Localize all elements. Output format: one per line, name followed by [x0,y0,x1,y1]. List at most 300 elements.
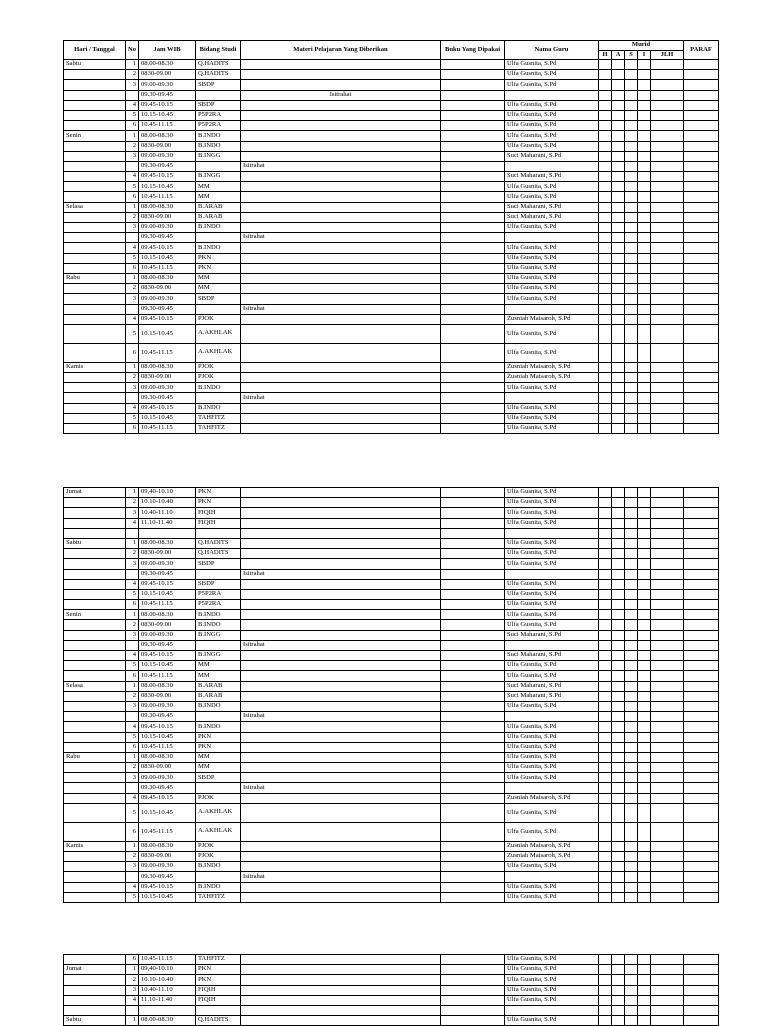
table-row [64,212,719,222]
day-cell [64,373,126,383]
subject-cell: Q.HADITS [196,1016,241,1026]
material-cell [241,151,441,161]
attendance-a-cell [612,508,625,518]
attendance-a-cell [612,100,625,110]
table-row [64,701,719,711]
material-cell [241,691,441,701]
time-cell: 10.45-11.15 [139,192,196,202]
attendance-h-cell [599,651,612,661]
attendance-i-cell [638,508,651,518]
time-cell: 0830-09.00 [139,141,196,151]
attendance-i-cell [638,862,651,872]
book-cell [441,70,505,80]
attendance-a-cell [612,403,625,413]
attendance-s-cell [625,872,638,882]
book-cell [441,253,505,263]
number-cell [126,393,139,403]
book-cell [441,263,505,273]
subject-cell: FIQIH [196,995,241,1005]
book-cell [441,131,505,141]
attendance-jlh-cell [651,373,684,383]
attendance-i-cell [638,763,651,773]
number-cell: 1 [126,538,139,548]
attendance-s-cell [625,1016,638,1026]
material-cell [241,314,441,324]
book-cell [441,324,505,343]
time-cell: 11.10-11.40 [139,995,196,1005]
attendance-h-cell [599,131,612,141]
number-cell: 5 [126,253,139,263]
time-cell: 0830-09.00 [139,373,196,383]
attendance-i-cell [638,538,651,548]
time-cell: 10.15-10.45 [139,803,196,822]
teacher-cell: Ulfa Gusnita, S.Pd [505,273,599,283]
paraf-cell [684,424,719,434]
attendance-i-cell [638,294,651,304]
number-cell: 4 [126,722,139,732]
attendance-jlh-cell [651,223,684,233]
day-cell [64,559,126,569]
attendance-jlh-cell [651,212,684,222]
material-cell [241,243,441,253]
table-row [64,600,719,610]
time-cell: 09.45-10.15 [139,403,196,413]
time-cell: 10.45-11.15 [139,822,196,841]
header-murid-h: H [599,51,612,60]
attendance-jlh-cell [651,803,684,822]
attendance-h-cell [599,80,612,90]
attendance-jlh-cell [651,793,684,803]
day-cell [64,793,126,803]
attendance-h-cell [599,141,612,151]
number-cell: 6 [126,822,139,841]
empty-cell [441,1005,505,1015]
time-cell: 10.45-11.15 [139,424,196,434]
attendance-i-cell [638,192,651,202]
attendance-h-cell [599,763,612,773]
teacher-cell: Ulfa Gusnita, S.Pd [505,518,599,528]
attendance-h-cell [599,661,612,671]
schedule-table [63,40,719,434]
attendance-i-cell [638,995,651,1005]
teacher-cell: Ulfa Gusnita, S.Pd [505,100,599,110]
book-cell [441,610,505,620]
book-cell [441,732,505,742]
material-cell [241,498,441,508]
book-cell [441,488,505,498]
time-cell: 09.45-10.15 [139,882,196,892]
table-row [64,131,719,141]
attendance-h-cell [599,243,612,253]
attendance-s-cell [625,732,638,742]
day-cell: Senin [64,610,126,620]
paraf-cell [684,172,719,182]
book-cell [441,975,505,985]
paraf-cell [684,212,719,222]
subject-cell: FIQIH [196,518,241,528]
subject-cell [196,393,241,403]
attendance-i-cell [638,1016,651,1026]
teacher-cell: Suci Maharani, S.Pd [505,151,599,161]
attendance-a-cell [612,538,625,548]
time-cell: 08.00-08.30 [139,1016,196,1026]
material-cell [241,538,441,548]
attendance-a-cell [612,965,625,975]
paraf-cell [684,518,719,528]
attendance-jlh-cell [651,955,684,965]
paraf-cell [684,620,719,630]
attendance-a-cell [612,763,625,773]
day-cell [64,630,126,640]
table-row [64,172,719,182]
time-cell: 09.30-09.45 [139,304,196,314]
material-cell [241,383,441,393]
day-cell [64,151,126,161]
number-cell: 5 [126,324,139,343]
attendance-s-cell [625,151,638,161]
attendance-i-cell [638,579,651,589]
teacher-cell: Ulfa Gusnita, S.Pd [505,579,599,589]
number-cell: 1 [126,60,139,70]
empty-cell [625,1005,638,1015]
attendance-i-cell [638,872,651,882]
attendance-a-cell [612,651,625,661]
subject-cell: SBDP [196,559,241,569]
header-paraf: PARAF [684,41,719,60]
attendance-s-cell [625,651,638,661]
number-cell: 1 [126,752,139,762]
empty-cell [651,1005,684,1015]
attendance-jlh-cell [651,872,684,882]
table-row [64,589,719,599]
table-row [64,763,719,773]
day-cell [64,549,126,559]
subject-cell: TAHFITZ [196,892,241,902]
attendance-i-cell [638,630,651,640]
attendance-a-cell [612,722,625,732]
attendance-i-cell [638,110,651,120]
number-cell: 1 [126,488,139,498]
number-cell [126,569,139,579]
paraf-cell [684,862,719,872]
attendance-h-cell [599,212,612,222]
day-cell [64,161,126,171]
table-header [64,41,719,60]
material-cell: Isitrahat [241,233,441,243]
day-cell: Kamis [64,841,126,851]
attendance-i-cell [638,233,651,243]
attendance-jlh-cell [651,100,684,110]
attendance-jlh-cell [651,620,684,630]
subject-cell [196,569,241,579]
time-cell: 09.00-09.30 [139,223,196,233]
attendance-jlh-cell [651,691,684,701]
empty-cell [638,1005,651,1015]
time-cell: 10.45-11.15 [139,343,196,362]
table-row [64,508,719,518]
attendance-a-cell [612,610,625,620]
attendance-s-cell [625,763,638,773]
time-cell: 09,40-10.10 [139,965,196,975]
teacher-cell [505,90,599,100]
table-row [64,862,719,872]
attendance-a-cell [612,233,625,243]
attendance-i-cell [638,424,651,434]
material-cell [241,955,441,965]
subject-cell: PKN [196,742,241,752]
teacher-cell: Ulfa Gusnita, S.Pd [505,752,599,762]
attendance-jlh-cell [651,498,684,508]
number-cell: 3 [126,151,139,161]
material-cell [241,212,441,222]
subject-cell: MM [196,763,241,773]
attendance-i-cell [638,253,651,263]
time-cell: 10.40-11.10 [139,985,196,995]
material-cell [241,1016,441,1026]
time-cell: 09.30-09.45 [139,233,196,243]
attendance-h-cell [599,872,612,882]
attendance-i-cell [638,60,651,70]
book-cell [441,712,505,722]
book-cell [441,518,505,528]
attendance-jlh-cell [651,141,684,151]
attendance-s-cell [625,985,638,995]
paraf-cell [684,661,719,671]
time-cell: 09.00-09.30 [139,294,196,304]
paraf-cell [684,955,719,965]
attendance-s-cell [625,243,638,253]
paraf-cell [684,651,719,661]
attendance-jlh-cell [651,110,684,120]
attendance-i-cell [638,304,651,314]
material-cell [241,182,441,192]
time-cell: 0830-09.00 [139,620,196,630]
time-cell: 10.40-11.10 [139,508,196,518]
number-cell: 5 [126,110,139,120]
book-cell [441,373,505,383]
subject-cell: B.INDO [196,403,241,413]
attendance-h-cell [599,538,612,548]
subject-cell: MM [196,284,241,294]
attendance-h-cell [599,955,612,965]
book-cell [441,841,505,851]
attendance-s-cell [625,223,638,233]
teacher-cell: Ulfa Gusnita, S.Pd [505,862,599,872]
paraf-cell [684,373,719,383]
book-cell [441,100,505,110]
teacher-cell: Ulfa Gusnita, S.Pd [505,671,599,681]
attendance-h-cell [599,304,612,314]
attendance-s-cell [625,324,638,343]
attendance-s-cell [625,783,638,793]
number-cell [126,712,139,722]
teacher-cell: Ulfa Gusnita, S.Pd [505,243,599,253]
attendance-s-cell [625,691,638,701]
attendance-i-cell [638,985,651,995]
attendance-i-cell [638,965,651,975]
book-cell [441,212,505,222]
number-cell: 2 [126,549,139,559]
teacher-cell: Ulfa Gusnita, S.Pd [505,589,599,599]
attendance-jlh-cell [651,965,684,975]
attendance-jlh-cell [651,640,684,650]
material-cell [241,549,441,559]
number-cell: 5 [126,892,139,902]
attendance-i-cell [638,263,651,273]
table-row [64,192,719,202]
attendance-i-cell [638,80,651,90]
book-cell [441,182,505,192]
teacher-cell: Suci Maharani, S.Pd [505,202,599,212]
time-cell: 09.00-09.30 [139,701,196,711]
table-row [64,343,719,362]
book-cell [441,424,505,434]
attendance-jlh-cell [651,243,684,253]
teacher-cell: Zusniah Maisaroh, S.Pd [505,841,599,851]
day-cell [64,253,126,263]
paraf-cell [684,630,719,640]
time-cell: 09.30-09.45 [139,161,196,171]
attendance-h-cell [599,793,612,803]
paraf-cell [684,223,719,233]
table-row [64,852,719,862]
header-jam: Jam WIB [139,41,196,60]
paraf-cell [684,701,719,711]
attendance-h-cell [599,413,612,423]
material-cell [241,413,441,423]
attendance-h-cell [599,852,612,862]
book-cell [441,640,505,650]
book-cell [441,141,505,151]
book-cell [441,691,505,701]
time-cell: 09.30-09.45 [139,569,196,579]
number-cell [126,783,139,793]
material-cell [241,284,441,294]
attendance-a-cell [612,892,625,902]
material-cell [241,630,441,640]
attendance-s-cell [625,841,638,851]
attendance-h-cell [599,383,612,393]
material-cell [241,651,441,661]
attendance-s-cell [625,373,638,383]
attendance-jlh-cell [651,60,684,70]
book-cell [441,80,505,90]
attendance-i-cell [638,362,651,372]
subject-cell: A.AKHLAK [196,324,241,343]
number-cell: 6 [126,742,139,752]
teacher-cell: Ulfa Gusnita, S.Pd [505,192,599,202]
attendance-jlh-cell [651,681,684,691]
subject-cell: Q.HADITS [196,70,241,80]
teacher-cell: Ulfa Gusnita, S.Pd [505,284,599,294]
teacher-cell: Ulfa Gusnita, S.Pd [505,955,599,965]
attendance-jlh-cell [651,630,684,640]
time-cell: 08.00-08.30 [139,610,196,620]
attendance-a-cell [612,121,625,131]
teacher-cell: Ulfa Gusnita, S.Pd [505,975,599,985]
number-cell: 3 [126,862,139,872]
teacher-cell [505,161,599,171]
subject-cell: PJOK [196,841,241,851]
material-cell: Isitrahat [241,161,441,171]
header-murid-jlh: JLH [651,51,684,60]
attendance-s-cell [625,253,638,263]
material-cell [241,661,441,671]
paraf-cell [684,589,719,599]
day-cell [64,172,126,182]
attendance-i-cell [638,701,651,711]
subject-cell: B.ARAB [196,202,241,212]
book-cell [441,852,505,862]
time-cell: 09.30-09.45 [139,640,196,650]
empty-cell [139,1005,196,1015]
material-cell [241,852,441,862]
attendance-s-cell [625,600,638,610]
time-cell: 10.15-10.45 [139,110,196,120]
attendance-s-cell [625,538,638,548]
paraf-cell [684,985,719,995]
attendance-a-cell [612,518,625,528]
empty-cell [651,528,684,538]
number-cell: 6 [126,192,139,202]
attendance-a-cell [612,691,625,701]
attendance-h-cell [599,579,612,589]
day-cell: Selasa [64,202,126,212]
attendance-jlh-cell [651,263,684,273]
subject-cell: B.ARAB [196,212,241,222]
table-row [64,100,719,110]
material-cell [241,100,441,110]
material-cell [241,892,441,902]
attendance-s-cell [625,892,638,902]
attendance-h-cell [599,508,612,518]
subject-cell: A.AKHLAK [196,822,241,841]
attendance-a-cell [612,752,625,762]
time-cell: 10.15-10.45 [139,324,196,343]
subject-cell: PKN [196,975,241,985]
attendance-i-cell [638,70,651,80]
attendance-s-cell [625,589,638,599]
subject-cell: B.INDO [196,701,241,711]
number-cell: 5 [126,182,139,192]
attendance-a-cell [612,223,625,233]
table-row [64,872,719,882]
paraf-cell [684,243,719,253]
attendance-i-cell [638,488,651,498]
day-cell: Jumat [64,965,126,975]
time-cell: 0830-09.00 [139,691,196,701]
attendance-a-cell [612,630,625,640]
header-no: No [126,41,139,60]
header-hari: Hari / Tanggal [64,41,126,60]
book-cell [441,393,505,403]
schedule-table [63,487,719,903]
attendance-i-cell [638,314,651,324]
attendance-i-cell [638,600,651,610]
table-row [64,243,719,253]
material-cell [241,192,441,202]
number-cell [126,304,139,314]
attendance-s-cell [625,742,638,752]
subject-cell: P5P2RA [196,589,241,599]
time-cell: 09.30-09.45 [139,393,196,403]
teacher-cell [505,393,599,403]
attendance-h-cell [599,841,612,851]
subject-cell: PKN [196,498,241,508]
time-cell: 0830-09.00 [139,70,196,80]
attendance-h-cell [599,284,612,294]
attendance-jlh-cell [651,393,684,403]
